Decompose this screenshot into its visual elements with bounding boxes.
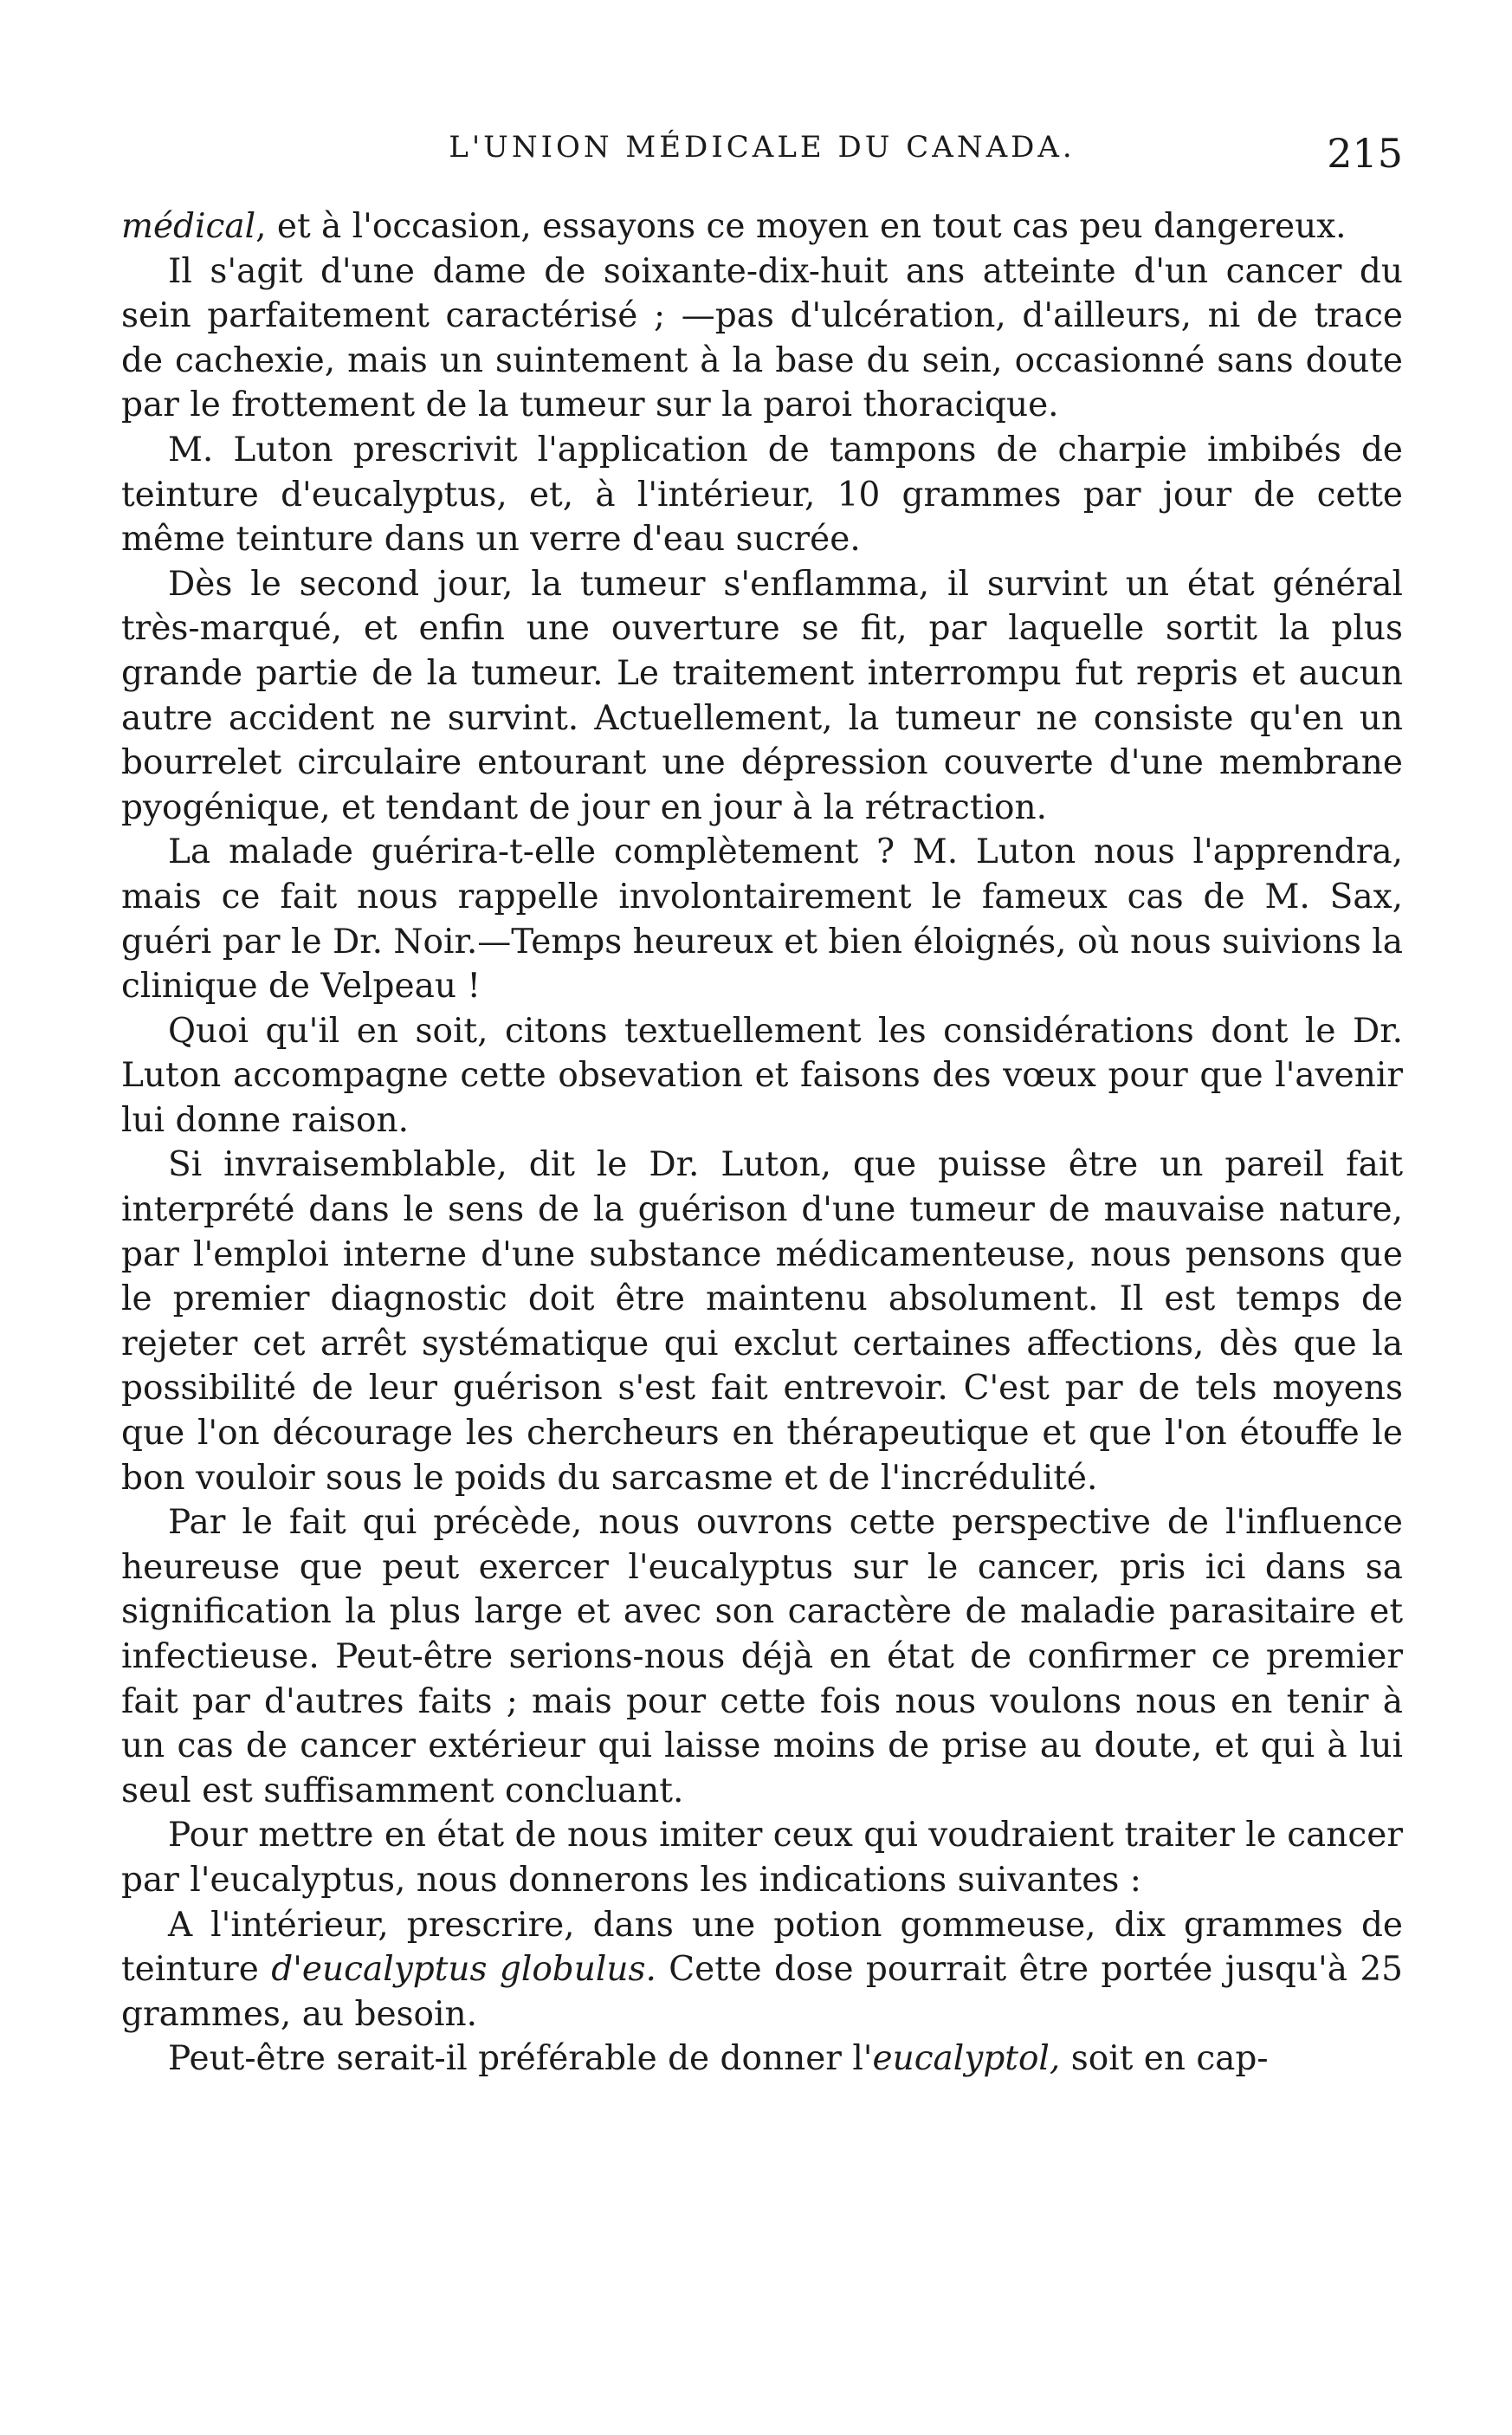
- italic-text: eucalyptol,: [872, 2039, 1061, 2079]
- text-run: La malade guérira-t-elle complètement ? M. Luton nous l'apprendra, mais ce fait nous rappelle involontairement le fameux cas de M. Sax, guéri par le Dr. Noir.—Temps heureux et bien éloignés, où nous suivions la clinique de Velpeau !: [121, 832, 1403, 1007]
- paragraph: [121, 428, 1403, 562]
- body-text: [121, 204, 1403, 2082]
- paragraph: [121, 1500, 1403, 1813]
- paragraph: [121, 562, 1403, 831]
- paragraph: [121, 204, 1403, 249]
- document-page: [121, 130, 1403, 2082]
- text-run: soit en cap-: [1060, 2039, 1269, 2079]
- paragraph: [121, 830, 1403, 1008]
- text-run: M. Luton prescrivit l'application de tampons de charpie imbibés de teinture d'eucalyptus, et, à l'intérieur, 10 grammes par jour de cette même teinture dans un verre d'eau sucrée.: [121, 430, 1403, 560]
- text-run: Si invraisemblable, dit le Dr. Luton, que puisse être un pareil fait interprété dans le sens de la guérison d'une tumeur de mauvaise nature, par l'emploi interne d'une substance médicamenteuse, nous pensons que le premier diagnostic doit être maintenu absolument. Il est temps de rejeter cet arrêt systématique qui exclut certaines affections, dès que la possibilité de leur guérison s'est fait entrevoir. C'est par de tels moyens que l'on décourage les chercheurs en thérapeutique et que l'on étouffe le bon vouloir sous le poids du sarcasme et de l'incrédulité.: [121, 1145, 1403, 1498]
- page-header: [121, 130, 1403, 185]
- text-run: A l'intérieur, prescrire, dans une potion gommeuse, dix grammes de teinture: [121, 1905, 1403, 1990]
- running-title: L'UNION MÉDICALE DU CANADA.: [449, 130, 1076, 165]
- paragraph: [121, 1903, 1403, 2037]
- paragraph: [121, 1813, 1403, 1902]
- italic-text: d'eucalyptus globulus.: [271, 1950, 656, 1990]
- text-run: Dès le second jour, la tumeur s'enflamma, il survint un état général très-marqué, et enfin une ouverture se fit, par laquelle sortit la plus grande partie de la tumeur. Le traitement interrompu fut repris et aucun autre accident ne survint. Actuellement, la tumeur ne consiste qu'en un bourrelet circulaire entourant une dépression couverte d'une membrane pyogénique, et tendant de jour en jour à la rétraction.: [121, 564, 1403, 827]
- paragraph: [121, 249, 1403, 428]
- paragraph: [121, 2037, 1403, 2082]
- text-run: Cette dose pourrait être portée jusqu'à 25 grammes, au besoin.: [121, 1950, 1403, 2034]
- text-run: Par le fait qui précède, nous ouvrons cette perspective de l'influence heureuse que peut exercer l'eucalyptus sur le cancer, pris ici dans sa signification la plus large et avec son caractère de maladie parasitaire et infectieuse. Peut-être serions-nous déjà en état de confirmer ce premier fait par d'autres faits ; mais pour cette fois nous voulons nous en tenir à un cas de cancer extérieur qui laisse moins de prise au doute, et qui à lui seul est suffisamment concluant.: [121, 1503, 1403, 1810]
- text-run: Peut-être serait-il préférable de donner l': [168, 2039, 873, 2079]
- italic-text: médical: [121, 207, 256, 246]
- paragraph: [121, 1143, 1403, 1500]
- paragraph: [121, 1009, 1403, 1143]
- text-run: Il s'agit d'une dame de soixante-dix-huit ans atteinte d'un cancer du sein parfaitement caractérisé ; —pas d'ulcération, d'ailleurs, ni de trace de cachexie, mais un suintement à la base du sein, occasionné sans doute par le frottement de la tumeur sur la paroi thoracique.: [121, 251, 1403, 425]
- page-number: 215: [1327, 130, 1403, 177]
- text-run: , et à l'occasion, essayons ce moyen en tout cas peu dangereux.: [255, 207, 1347, 246]
- text-run: Pour mettre en état de nous imiter ceux qui voudraient traiter le cancer par l'eucalyptus, nous donnerons les indications suivantes :: [121, 1816, 1403, 1900]
- text-run: Quoi qu'il en soit, citons textuellement les considérations dont le Dr. Luton accompagne cette obsevation et faisons des vœux pour que l'avenir lui donne raison.: [121, 1011, 1403, 1140]
